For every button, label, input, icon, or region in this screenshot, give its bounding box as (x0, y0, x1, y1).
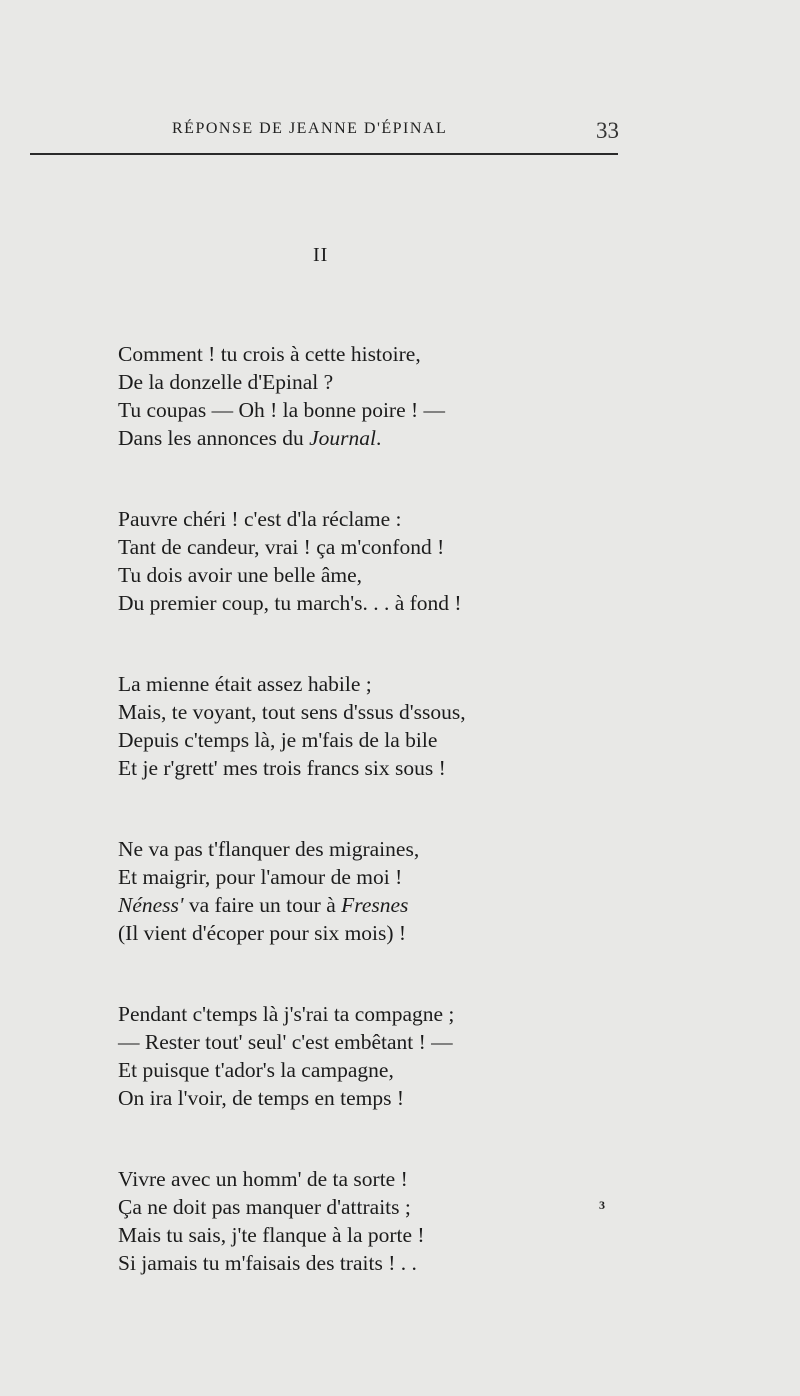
stanza-2 (118, 505, 538, 617)
poem-line: Ne va pas t'flanquer des migraines, (118, 837, 420, 861)
journal-title: Journal (309, 426, 376, 450)
fresnes-name: Fresnes (341, 893, 409, 917)
poem-line: (Il vient d'écoper pour six mois) ! (118, 921, 407, 945)
poem-line: Comment ! tu crois à cette histoire, (118, 342, 421, 366)
poem-line: Vivre avec un homm' de ta sorte ! (118, 1167, 408, 1191)
poem-line: Et puisque t'ador's la campagne, (118, 1058, 394, 1082)
poem-line: Tu coupas — Oh ! la bonne poire ! — (118, 398, 446, 422)
poem-line: De la donzelle d'Epinal ? (118, 370, 334, 394)
poem-line: Mais tu sais, j'te flanque à la porte ! (118, 1223, 425, 1247)
poem-line: Et maigrir, pour l'amour de moi ! (118, 865, 403, 889)
stanza-4 (118, 835, 538, 947)
poem-line (118, 424, 538, 452)
poem-line (118, 891, 538, 919)
poem (118, 340, 538, 1330)
poem-line: Pauvre chéri ! c'est d'la réclame : (118, 507, 402, 531)
running-title: RÉPONSE DE JEANNE D'ÉPINAL (172, 120, 448, 137)
stanza-5 (118, 1000, 538, 1112)
poem-line-text: va faire un tour à (183, 893, 342, 917)
poem-line: — Rester tout' seul' c'est embêtant ! — (118, 1030, 453, 1054)
poem-line: Si jamais tu m'faisais des traits ! . . (118, 1251, 417, 1275)
signature-mark: 3 (599, 1198, 605, 1212)
poem-line: Pendant c'temps là j's'rai ta compagne ; (118, 1002, 455, 1026)
poem-line: On ira l'voir, de temps en temps ! (118, 1086, 405, 1110)
poem-line: Du premier coup, tu march's. . . à fond ! (118, 591, 462, 615)
page-number: 33 (596, 118, 619, 143)
section-number: II (313, 244, 329, 266)
stanza-3 (118, 670, 538, 782)
poem-line: Ça ne doit pas manquer d'attraits ; (118, 1195, 411, 1219)
stanza-6 (118, 1165, 538, 1277)
poem-line: Depuis c'temps là, je m'fais de la bile (118, 728, 438, 752)
poem-line: Tu dois avoir une belle âme, (118, 563, 363, 587)
stanza-1 (118, 340, 538, 452)
poem-line: Mais, te voyant, tout sens d'ssus d'ssous, (118, 700, 466, 724)
poem-line: Et je r'grett' mes trois francs six sous ! (118, 756, 446, 780)
poem-line-punct: . (375, 426, 382, 450)
poem-line: La mienne était assez habile ; (118, 672, 372, 696)
neness-name: Néness' (118, 893, 184, 917)
poem-line: Tant de candeur, vrai ! ça m'confond ! (118, 535, 445, 559)
header-rule (30, 153, 618, 155)
poem-line-text: Dans les annonces du (118, 426, 310, 450)
